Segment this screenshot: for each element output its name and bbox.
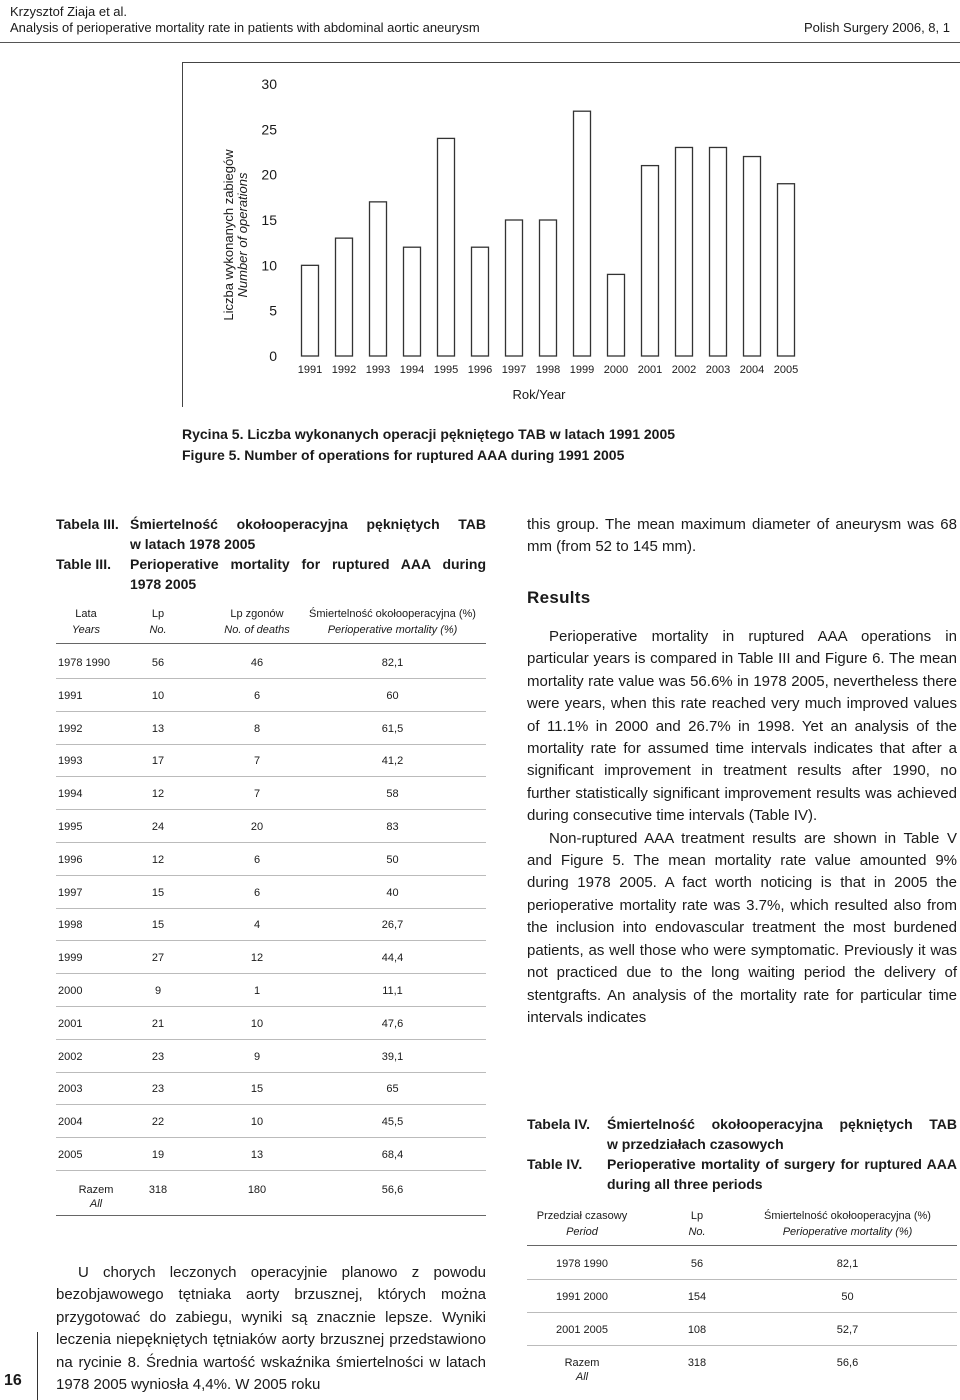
bar-2002 — [676, 147, 693, 356]
bar-1997 — [506, 220, 523, 356]
table-3-cell: 2002 — [58, 1050, 83, 1063]
table-4-total-label — [527, 1356, 637, 1384]
y-tick-label: 30 — [261, 76, 277, 92]
x-tick-label-2000: 2000 — [603, 364, 629, 376]
table-3-cell: 4 — [253, 919, 261, 932]
table-3-row-rule — [56, 1104, 486, 1105]
header-pl: Przedział czasowy — [536, 1210, 628, 1222]
y-tick-label: 10 — [261, 257, 277, 274]
table-4-cell: 1978 1990 — [556, 1258, 608, 1270]
table-3-row-rule — [56, 842, 486, 843]
table-3-total-n: 318 — [148, 1183, 168, 1196]
table-3-row-rule — [56, 1072, 486, 1073]
table-3-cell: 1 — [253, 985, 261, 997]
figure-caption-en: Figure 5. Number of operations for ruptured AAA during 1991 2005 — [182, 447, 625, 463]
table-3-cell: 7 — [253, 755, 261, 768]
table-3-cell: 1993 — [58, 755, 83, 768]
table-4-caption-en-2: during all three periods — [607, 1176, 763, 1192]
table-3-cell: 22 — [151, 1116, 165, 1129]
table-3-row-rule — [56, 973, 486, 974]
table-3-cell: 20 — [250, 821, 264, 833]
table-3-cell: 8 — [253, 722, 261, 735]
header-divider — [0, 42, 960, 43]
x-tick-label-1992: 1992 — [331, 364, 357, 376]
header-pl: Śmiertelność okołooperacyjna (%) — [764, 1210, 931, 1222]
table-3-cell: 2003 — [58, 1083, 83, 1096]
table-3-row-rule — [56, 744, 486, 745]
x-tick-label-1993: 1993 — [365, 364, 391, 376]
header-en: Perioperative mortality (%) — [782, 1226, 913, 1238]
table-4-cell: 50 — [841, 1291, 854, 1303]
x-tick-label-1997: 1997 — [501, 364, 527, 376]
table-3-cell: 61,5 — [381, 722, 404, 735]
results-body — [527, 626, 957, 1029]
table-3-cell: 6 — [253, 689, 261, 702]
table-4-caption-pl-2: w przedziałach czasowych — [607, 1136, 784, 1152]
table-3-cell: 15 — [151, 919, 165, 932]
y-axis-label-en: Number of operations — [235, 172, 250, 298]
header-pl: Lp — [690, 1210, 704, 1222]
x-tick-label-2004: 2004 — [739, 364, 765, 376]
table-3-cell: 1994 — [58, 788, 83, 801]
table-3-cell: 12 — [151, 853, 165, 866]
bar-1991 — [302, 265, 319, 356]
table-4-total-rate: 56,6 — [836, 1357, 859, 1369]
table-3-cell: 27 — [151, 952, 165, 965]
table-4-row-rule — [527, 1345, 957, 1346]
table-4-label-en: Table IV. — [527, 1156, 583, 1172]
bar-1994 — [404, 247, 421, 356]
figure-5-frame — [182, 62, 960, 407]
table-3-cell: 1997 — [58, 886, 83, 899]
table-4-header-2 — [740, 1208, 955, 1240]
table-3-cell: 1991 — [58, 689, 83, 702]
table-3-cell: 24 — [151, 821, 165, 833]
table-3-row-rule — [56, 1039, 486, 1040]
table-3-cell: 17 — [151, 755, 165, 768]
bar-2005 — [778, 184, 795, 356]
table-3-header-3 — [305, 606, 480, 638]
table-3-cell: 12 — [250, 952, 264, 965]
table-3-cell: 15 — [250, 1083, 264, 1096]
table-3-cell: 82,1 — [381, 657, 404, 669]
table-3-cell: 2004 — [58, 1116, 83, 1129]
x-tick-label-1996: 1996 — [467, 364, 493, 376]
x-tick-label-2001: 2001 — [637, 364, 663, 376]
header-journal: Polish Surgery 2006, 8, 1 — [804, 20, 950, 35]
x-tick-label-2002: 2002 — [671, 364, 697, 376]
table-3-caption-pl-2: w latach 1978 2005 — [130, 536, 256, 552]
table-3-cell: 1996 — [58, 853, 83, 866]
x-tick-label-1994: 1994 — [399, 364, 425, 376]
table-3-total-rate: 56,6 — [381, 1183, 404, 1196]
results-paragraph-1: Perioperative mortality in ruptured AAA operations in particular years is compared in Table III and Figure 6. The mean mortality rate value was 56.6% in 1978 2005, nevertheless there were years, when this rate reached very much improved values of 11.1% in 2000 and 26.7% in 1998. Yet an analysis of the mortality rate for assumed time intervals indicates that after a significant improvement in treatment results after 1990, no further statistically significant improvement results was achieved during consecutive time intervals (Table IV). — [527, 628, 957, 825]
bar-1995 — [438, 138, 455, 356]
page-number-rule — [37, 1332, 38, 1400]
bar-2003 — [710, 147, 727, 356]
table-3-label-en: Table III. — [56, 556, 111, 572]
table-3-cell: 44,4 — [381, 952, 404, 965]
x-tick-label-1999: 1999 — [569, 364, 595, 376]
x-tick-label-2003: 2003 — [705, 364, 731, 376]
table-3-cell: 41,2 — [381, 755, 404, 768]
table-4-cell: 154 — [687, 1291, 707, 1303]
table-3-header-0 — [56, 606, 116, 638]
table-3-cell: 10 — [151, 689, 165, 702]
table-3-cell: 13 — [250, 1149, 264, 1161]
table-3-cell: 65 — [386, 1083, 399, 1096]
header-en: No. of deaths — [224, 624, 290, 636]
table-3-caption-en-2: 1978 2005 — [130, 576, 197, 592]
table-3-cell: 45,5 — [381, 1116, 404, 1129]
header-en: Years — [71, 624, 101, 636]
table-3-cell: 10 — [250, 1017, 264, 1030]
header-en: No. — [688, 1226, 706, 1238]
header-author: Krzysztof Ziaja et al. — [10, 4, 128, 19]
total-en: All — [575, 1371, 589, 1383]
table-3-cell: 11,1 — [382, 985, 403, 997]
table-3-cell: 23 — [151, 1050, 165, 1063]
results-intro-paragraph: this group. The mean maximum diameter of aneurysm was 68 mm (from 52 to 145 mm). — [527, 516, 957, 556]
table-3-cell: 15 — [151, 886, 165, 899]
table-3-caption — [56, 514, 486, 594]
total-en: All — [89, 1197, 103, 1210]
table-3-cell: 58 — [386, 788, 399, 801]
x-tick-label-1995: 1995 — [433, 364, 459, 376]
bar-1996 — [472, 247, 489, 356]
table-3-cell: 68,4 — [381, 1149, 404, 1161]
bar-chart — [183, 63, 960, 407]
table-3-cell: 26,7 — [381, 919, 404, 932]
table-4-row-rule — [527, 1312, 957, 1313]
header-en: No. — [149, 624, 167, 636]
table-3-row-rule — [56, 711, 486, 712]
table-3-header-rule — [56, 643, 486, 644]
table-4-cell: 56 — [690, 1258, 704, 1270]
table-3-cell: 1992 — [58, 722, 83, 735]
table-3-label-pl: Tabela III. — [56, 516, 119, 532]
table-4-header-0 — [527, 1208, 637, 1240]
table-3-cell: 7 — [253, 788, 261, 801]
y-tick-label: 0 — [269, 348, 277, 364]
bar-1992 — [336, 238, 353, 356]
header-en: Perioperative mortality (%) — [327, 624, 458, 636]
table-3-cell: 12 — [151, 788, 165, 801]
table-4-total-n: 318 — [687, 1357, 707, 1369]
bar-1993 — [370, 202, 387, 356]
table-3-cell: 83 — [386, 821, 399, 833]
table-3-cell: 9 — [253, 1050, 261, 1063]
table-3-cell: 6 — [253, 853, 261, 866]
table-3-row-rule — [56, 875, 486, 876]
table-3-row-rule — [56, 940, 486, 941]
table-3-cell: 1978 1990 — [58, 657, 110, 669]
table-3-row-rule — [56, 1006, 486, 1007]
table-3-caption-en-1: Perioperative mortality for ruptured AAA during — [130, 556, 486, 572]
table-3-cell: 9 — [154, 985, 162, 997]
bar-2004 — [744, 157, 761, 356]
table-4-cell: 82,1 — [836, 1258, 859, 1270]
y-axis-label: Liczba wykonanych zabiegów — [221, 149, 236, 321]
table-4-header-rule — [527, 1245, 957, 1246]
table-3-cell: 50 — [386, 853, 399, 866]
table-4-caption — [527, 1114, 957, 1194]
table-3-total-label — [56, 1183, 136, 1211]
table-4-caption-pl-1: Śmiertelność okołooperacyjna pękniętych TAB — [607, 1116, 957, 1132]
table-3-cell: 56 — [151, 657, 165, 669]
bar-1998 — [540, 220, 557, 356]
header-pl: Lp zgonów — [230, 608, 284, 620]
table-4-row-rule — [527, 1279, 957, 1280]
table-3-cell: 23 — [151, 1083, 165, 1096]
table-3-cell: 10 — [250, 1116, 264, 1129]
bar-1999 — [574, 111, 591, 356]
table-3-cell: 19 — [151, 1149, 165, 1161]
table-3-cell: 1995 — [58, 821, 83, 833]
y-tick-label: 15 — [261, 212, 277, 228]
table-4-label-pl: Tabela IV. — [527, 1116, 591, 1132]
results-paragraph-2: Non-ruptured AAA treatment results are shown in Table V and Figure 5. The mean mortality rate value amounted 9% during 1978 2005. A fact worth noticing is that in 2005 the perioperative mortality rate was 3.7%, which resulted also from the inclusion into endovascular treatment the most burdened patients, as well those who were symptomatic. Previously it was not practiced due to the long waiting period the delivery of stentgrafts. An analysis of the mortality rate for particular time intervals indicates — [527, 829, 957, 1026]
total-pl: Razem — [78, 1183, 114, 1196]
bar-2001 — [642, 166, 659, 356]
header-article-title: Analysis of perioperative mortality rate in patients with abdominal aortic aneurysm — [10, 20, 480, 35]
table-3-cell: 1998 — [58, 919, 83, 932]
header-en: Period — [566, 1226, 598, 1238]
x-tick-label-2005: 2005 — [773, 364, 799, 376]
figure-caption-pl: Rycina 5. Liczba wykonanych operacji pękniętego TAB w latach 1991 2005 — [182, 426, 676, 442]
table-4-header-1 — [672, 1208, 722, 1240]
table-3-row-rule — [56, 809, 486, 810]
table-3-row-rule — [56, 1137, 486, 1138]
table-3-header-2 — [214, 606, 300, 638]
results-heading: Results — [527, 588, 591, 607]
total-pl: Razem — [564, 1357, 600, 1369]
y-tick-label: 25 — [261, 121, 277, 138]
y-tick-label: 5 — [269, 302, 277, 319]
table-3-cell: 2005 — [58, 1149, 83, 1161]
header-pl: Lp — [151, 608, 165, 620]
left-bottom-paragraph: U chorych leczonych operacyjnie planowo z powodu bezobjawowego tętniaka aorty brzusznej, których można przygotować do zabiegu, wyniki są znacznie lepsze. Wyniki leczenia niepękniętych tętniaków aorty brzusznej przedstawiono na rycinie 8. Średnia wartość wskaźnika śmiertelności w latach 1978 2005 wyniosła 4,4%. W 2005 roku — [56, 1264, 486, 1394]
page-number: 16 — [4, 1372, 22, 1389]
table-4-cell: 52,7 — [836, 1324, 859, 1336]
x-tick-label-1998: 1998 — [535, 364, 561, 376]
table-3-header-1 — [140, 606, 176, 638]
x-axis-label: Rok/Year — [512, 387, 566, 402]
table-3-cell: 6 — [253, 886, 261, 899]
table-3-cell: 13 — [151, 722, 165, 735]
table-3-row-rule — [56, 678, 486, 679]
table-3-bottom-rule — [56, 1215, 486, 1216]
header-pl: Lata — [75, 608, 97, 620]
bar-2000 — [608, 274, 625, 356]
table-3-cell: 2001 — [58, 1017, 83, 1030]
table-4-caption-en-1: Perioperative mortality of surgery for ruptured AAA — [607, 1156, 957, 1172]
table-3-caption-pl-1: Śmiertelność okołooperacyjna pękniętych TAB — [130, 516, 486, 532]
table-3-row-rule — [56, 908, 486, 909]
table-3-cell: 2000 — [58, 985, 83, 997]
table-3-row-rule — [56, 776, 486, 777]
table-4-cell: 2001 2005 — [556, 1324, 608, 1336]
table-3-cell: 60 — [386, 689, 399, 702]
table-4-cell: 108 — [687, 1324, 707, 1336]
header-pl: Śmiertelność okołooperacyjna (%) — [309, 608, 476, 620]
table-3-total-deaths: 180 — [247, 1183, 267, 1196]
table-3-cell: 40 — [386, 886, 399, 899]
table-4-cell: 1991 2000 — [556, 1291, 608, 1303]
table-3-cell: 46 — [250, 657, 264, 669]
table-3-cell: 47,6 — [381, 1017, 404, 1030]
table-3-row-rule — [56, 1170, 486, 1171]
y-tick-label: 20 — [261, 166, 277, 183]
table-3-cell: 1999 — [58, 952, 83, 965]
table-3-cell: 39,1 — [381, 1050, 404, 1063]
x-tick-label-1991: 1991 — [297, 364, 323, 376]
table-3-cell: 21 — [151, 1017, 165, 1030]
